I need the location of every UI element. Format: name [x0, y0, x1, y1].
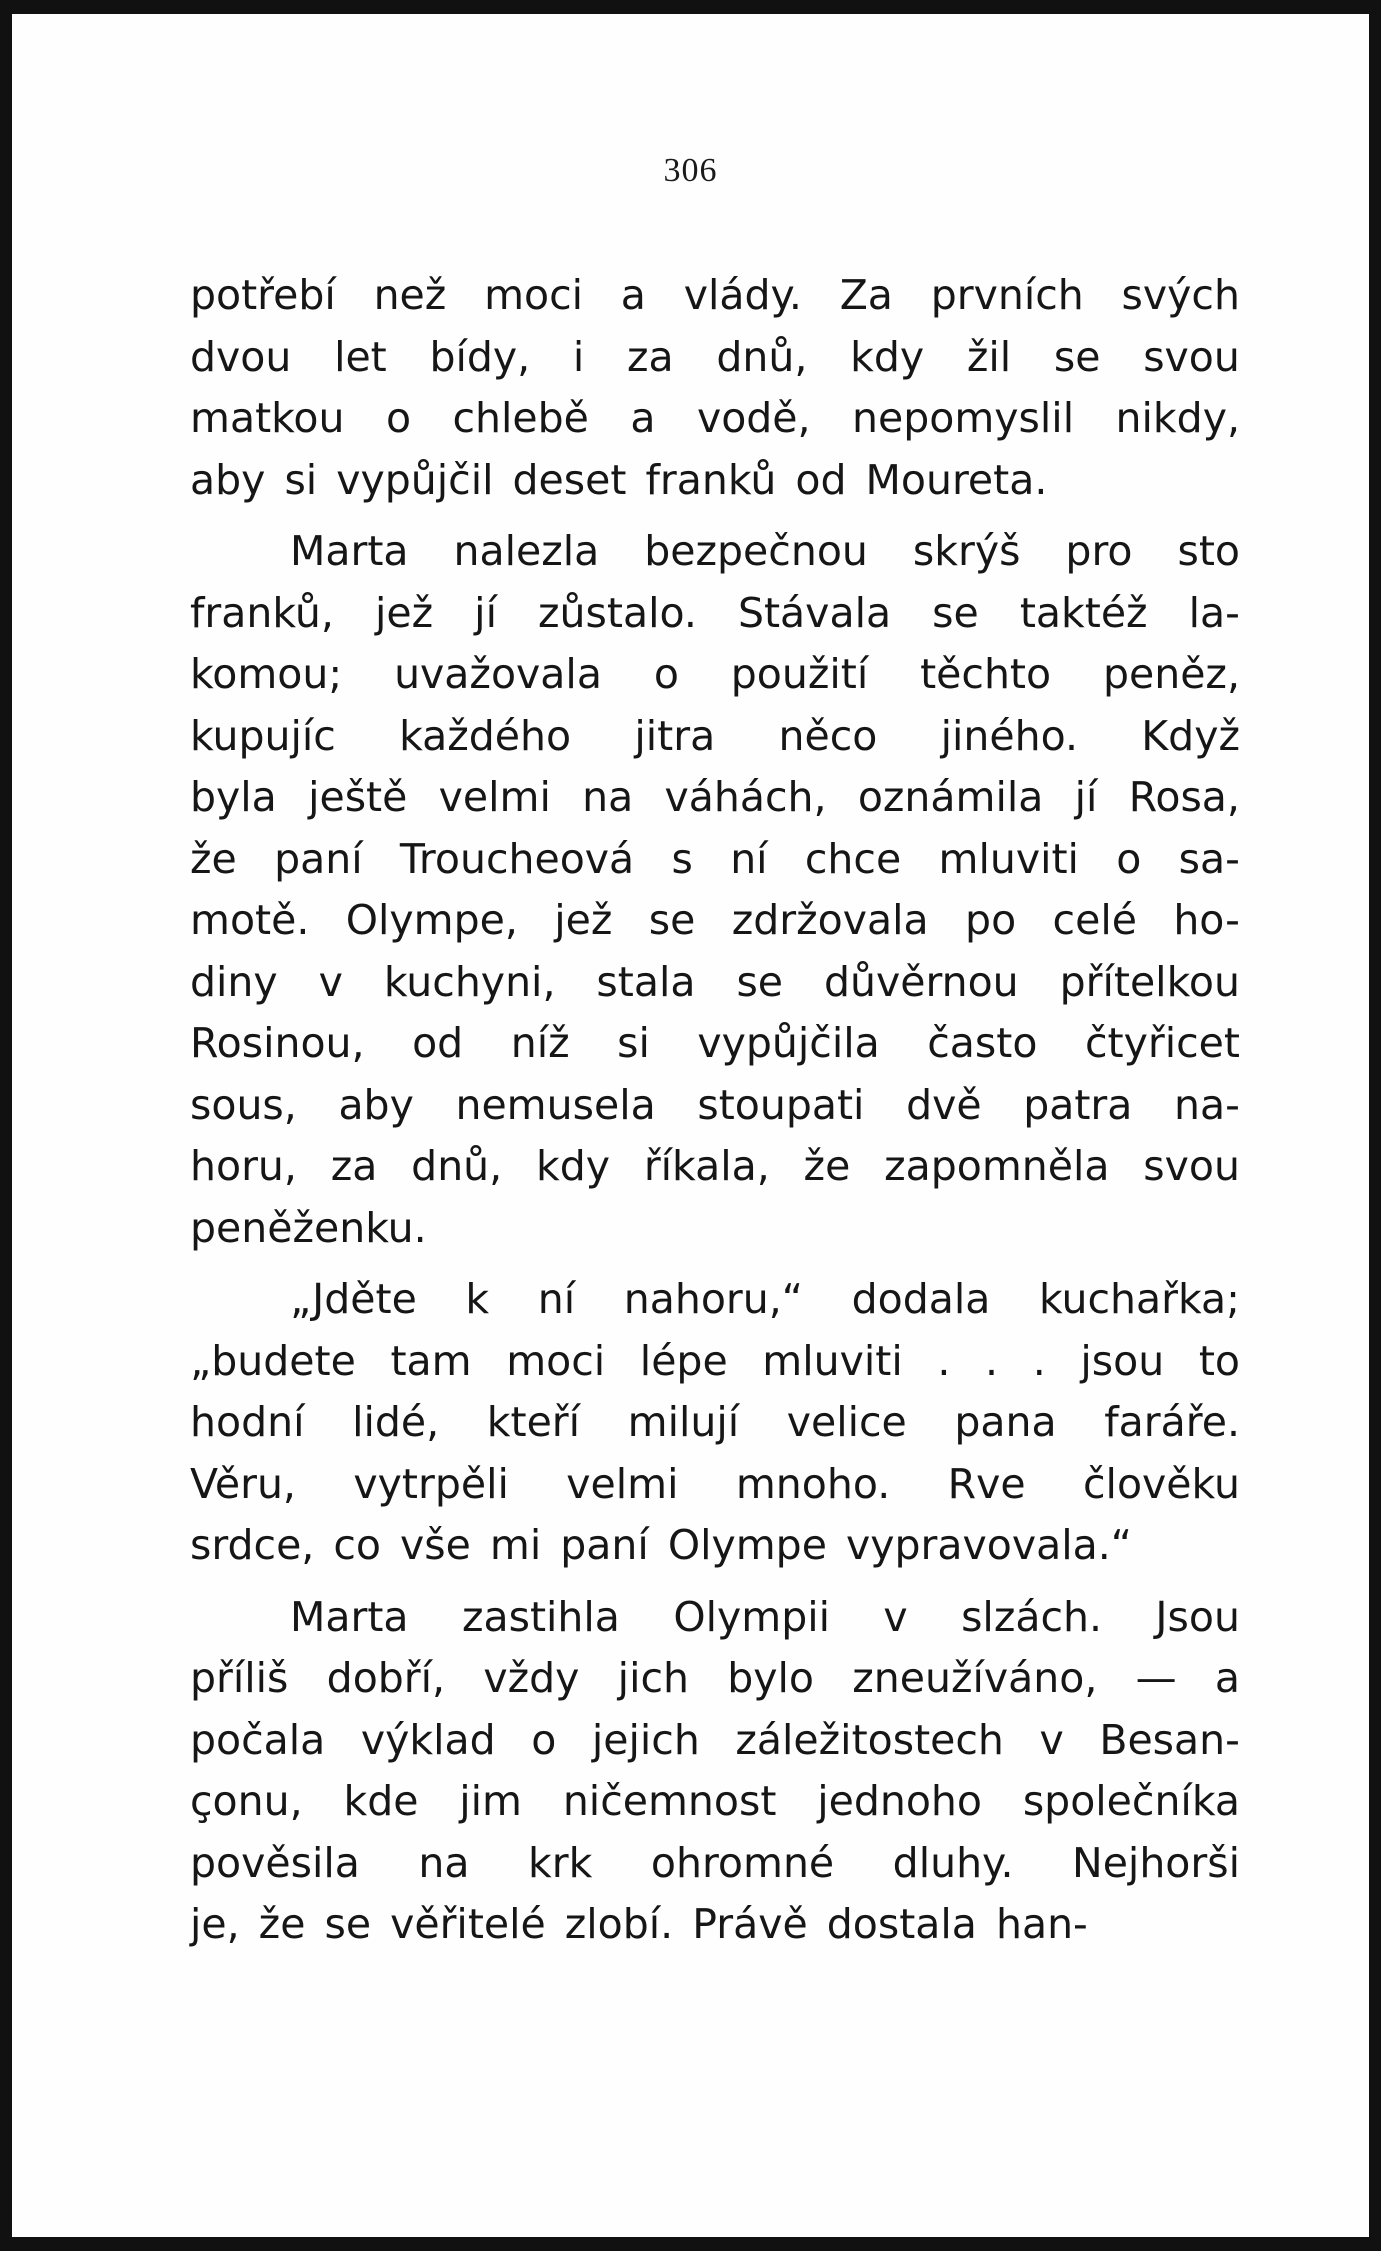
- text-line: že paní Troucheová s ní chce mluviti o sa-: [190, 834, 1240, 883]
- text-line: matkou o chlebě a vodě, nepomyslil nikdy,: [190, 394, 1240, 442]
- text-line: počala výklad o jejich záležitostech v Besan-: [190, 1715, 1240, 1764]
- text-line: hodní lidé, kteří milují velice pana faráře.: [190, 1398, 1240, 1446]
- text-line: potřebí než moci a vlády. Za prvních svých: [190, 271, 1240, 319]
- text-line: byla ještě velmi na váhách, oznámila jí Rosa,: [190, 773, 1240, 821]
- body-text: [190, 265, 1240, 1956]
- text-line: peněženku.: [190, 1203, 427, 1252]
- text-line: kupujíc každého jitra něco jiného. Když: [190, 711, 1240, 760]
- page-number: 306: [663, 152, 718, 189]
- text-line: komou; uvažovala o použití těchto peněz,: [190, 650, 1240, 698]
- text-line: çonu, kde jim ničemnost jednoho společníka: [190, 1777, 1240, 1825]
- text-line: Marta zastihla Olympii v slzách. Jsou: [290, 1592, 1240, 1641]
- text-line: Rosinou, od níž si vypůjčila často čtyřicet: [190, 1019, 1240, 1067]
- text-line: sous, aby nemusela stoupati dvě patra na-: [190, 1080, 1240, 1129]
- text-line: „Jděte k ní nahoru,“ dodala kuchařka;: [290, 1275, 1240, 1323]
- text-line: Věru, vytrpěli velmi mnoho. Rve člověku: [190, 1459, 1240, 1508]
- text-line: dvou let bídy, i za dnů, kdy žil se svou: [190, 332, 1240, 381]
- text-line: srdce, co vše mi paní Olympe vypravovala.“: [190, 1521, 1133, 1569]
- text-line: diny v kuchyni, stala se důvěrnou přítelkou: [190, 957, 1240, 1006]
- text-line: franků, jež jí zůstalo. Stávala se taktéž la-: [190, 588, 1240, 637]
- text-line: příliš dobří, vždy jich bylo zneužíváno, — a: [190, 1654, 1240, 1702]
- text-line: je, že se věřitelé zlobí. Právě dostala han-: [190, 1900, 1088, 1948]
- text-line: motě. Olympe, jež se zdržovala po celé ho-: [190, 896, 1240, 944]
- text-line: horu, za dnů, kdy říkala, že zapomněla svou: [190, 1142, 1240, 1190]
- text-line: „budete tam moci lépe mluviti . . . jsou to: [190, 1336, 1240, 1385]
- text-line: pověsila na krk ohromné dluhy. Nejhorši: [190, 1838, 1240, 1887]
- text-line: aby si vypůjčil deset franků od Moureta.: [190, 455, 1048, 504]
- text-line: Marta nalezla bezpečnou skrýš pro sto: [290, 527, 1240, 575]
